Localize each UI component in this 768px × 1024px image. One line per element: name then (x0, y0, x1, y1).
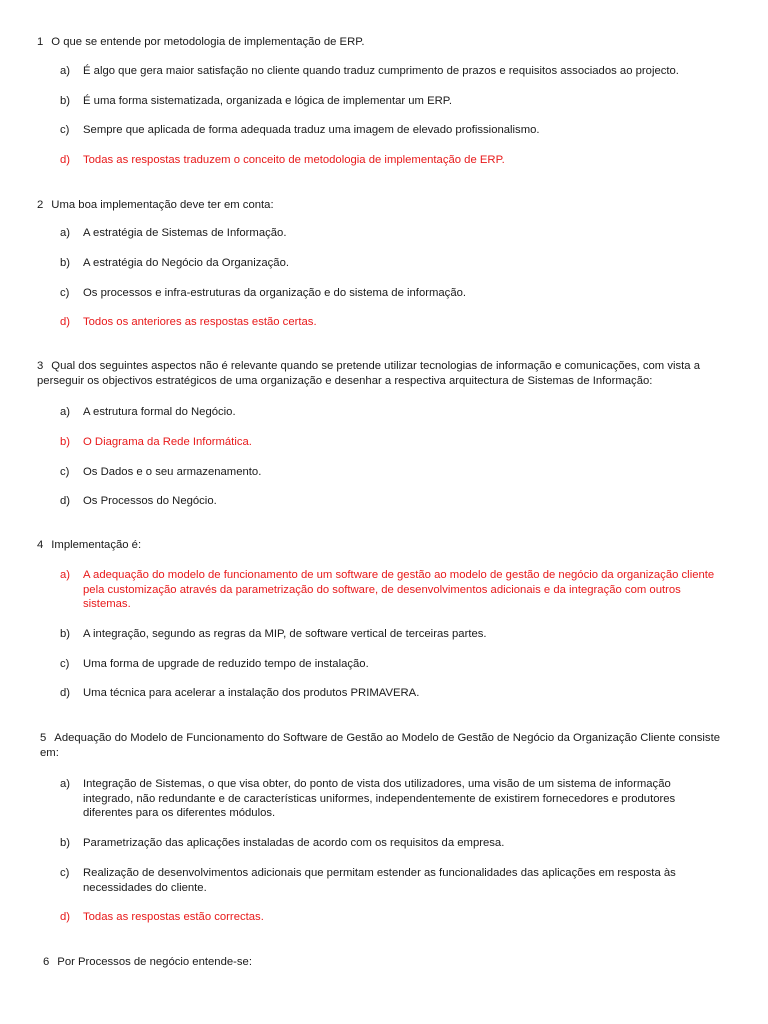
option-letter: a) (60, 569, 71, 581)
option-4a-correct (60, 568, 720, 612)
option-letter: c) (60, 287, 70, 299)
option-letter: d) (60, 687, 71, 699)
option-text: Os Processos do Negócio. (83, 495, 217, 507)
option-text: O Diagrama da Rede Informática. (83, 436, 252, 448)
option-letter: d) (60, 316, 71, 328)
option-letter: b) (60, 628, 71, 640)
option-1b (60, 94, 720, 109)
question-number: 4 (37, 539, 44, 551)
option-text: Integração de Sistemas, o que visa obter, do ponto de vista dos utilizadores, uma visão de um sistema de informação integrado, não redundante e de características uniformes, independentemente de existirem fornecedores e produtores diferentes para os diferentes módulos. (83, 778, 676, 820)
option-text: A estratégia de Sistemas de Informação. (83, 227, 287, 239)
option-letter: a) (60, 227, 71, 239)
question-2 (37, 198, 737, 213)
option-5a (60, 777, 720, 821)
option-text: Os processos e infra-estruturas da organização e do sistema de informação. (83, 287, 467, 299)
question-number: 1 (37, 36, 44, 48)
option-3a (60, 405, 720, 420)
option-1c (60, 123, 720, 138)
option-5d-correct (60, 910, 720, 925)
question-text: Qual dos seguintes aspectos não é relevante quando se pretende utilizar tecnologias de informação e comunicações, com vista a perseguir os objectivos estratégicos de uma organização e desenhar a respectiva arquitectura de Sistemas de Informação: (37, 360, 701, 387)
option-letter: d) (60, 911, 71, 923)
option-letter: c) (60, 867, 70, 879)
option-letter: b) (60, 257, 71, 269)
option-letter: a) (60, 65, 71, 77)
question-5 (40, 731, 730, 760)
option-text: Todas as respostas estão correctas. (83, 911, 264, 923)
option-2a (60, 226, 720, 241)
question-number: 6 (43, 956, 50, 968)
option-1a (60, 64, 720, 79)
option-3b-correct (60, 435, 720, 450)
option-letter: b) (60, 837, 71, 849)
question-text: Implementação é: (51, 539, 142, 551)
question-number: 3 (37, 360, 44, 372)
option-letter: c) (60, 658, 70, 670)
option-text: Todas as respostas traduzem o conceito de metodologia de implementação de ERP. (83, 154, 505, 166)
question-text: Uma boa implementação deve ter em conta: (51, 199, 274, 211)
option-text: Realização de desenvolvimentos adicionais que permitam estender as funcionalidades das aplicações em resposta às necessidades do cliente. (83, 867, 676, 894)
option-text: Sempre que aplicada de forma adequada traduz uma imagem de elevado profissionalismo. (83, 124, 540, 136)
option-letter: d) (60, 495, 71, 507)
option-4d (60, 686, 720, 701)
option-2c (60, 286, 720, 301)
option-letter: c) (60, 466, 70, 478)
option-letter: b) (60, 95, 71, 107)
option-text: A adequação do modelo de funcionamento de um software de gestão ao modelo de gestão de negócio da organização cliente pela customização através da parametrização do software, de desenvolvimentos adicionais e da integração com outros sistemas. (83, 569, 715, 611)
option-letter: a) (60, 406, 71, 418)
option-3c (60, 465, 720, 480)
option-2b (60, 256, 720, 271)
option-5b (60, 836, 720, 851)
question-4 (37, 538, 737, 553)
option-text: A estratégia do Negócio da Organização. (83, 257, 289, 269)
option-letter: b) (60, 436, 71, 448)
option-2d-correct (60, 315, 720, 330)
question-number: 5 (40, 732, 47, 744)
option-letter: d) (60, 154, 71, 166)
option-1d-correct (60, 153, 720, 168)
option-text: Os Dados e o seu armazenamento. (83, 466, 262, 478)
option-text: Uma técnica para acelerar a instalação dos produtos PRIMAVERA. (83, 687, 420, 699)
question-number: 2 (37, 199, 44, 211)
question-3 (37, 359, 737, 388)
option-text: A estrutura formal do Negócio. (83, 406, 236, 418)
option-text: Todos os anteriores as respostas estão certas. (83, 316, 317, 328)
question-text: Adequação do Modelo de Funcionamento do Software de Gestão ao Modelo de Gestão de Negócio da Organização Cliente consiste em: (40, 732, 720, 759)
option-text: Parametrização das aplicações instaladas de acordo com os requisitos da empresa. (83, 837, 505, 849)
question-1 (37, 35, 737, 50)
option-text: A integração, segundo as regras da MIP, de software vertical de terceiras partes. (83, 628, 487, 640)
option-text: Uma forma de upgrade de reduzido tempo de instalação. (83, 658, 369, 670)
question-text: O que se entende por metodologia de implementação de ERP. (51, 36, 365, 48)
option-3d (60, 494, 720, 509)
option-letter: c) (60, 124, 70, 136)
option-text: É uma forma sistematizada, organizada e lógica de implementar um ERP. (83, 95, 453, 107)
option-text: É algo que gera maior satisfação no cliente quando traduz cumprimento de prazos e requisitos associados ao projecto. (83, 65, 679, 77)
question-6 (43, 955, 743, 970)
option-5c (60, 866, 720, 895)
option-4c (60, 657, 720, 672)
option-4b (60, 627, 720, 642)
question-text: Por Processos de negócio entende-se: (57, 956, 252, 968)
option-letter: a) (60, 778, 71, 790)
